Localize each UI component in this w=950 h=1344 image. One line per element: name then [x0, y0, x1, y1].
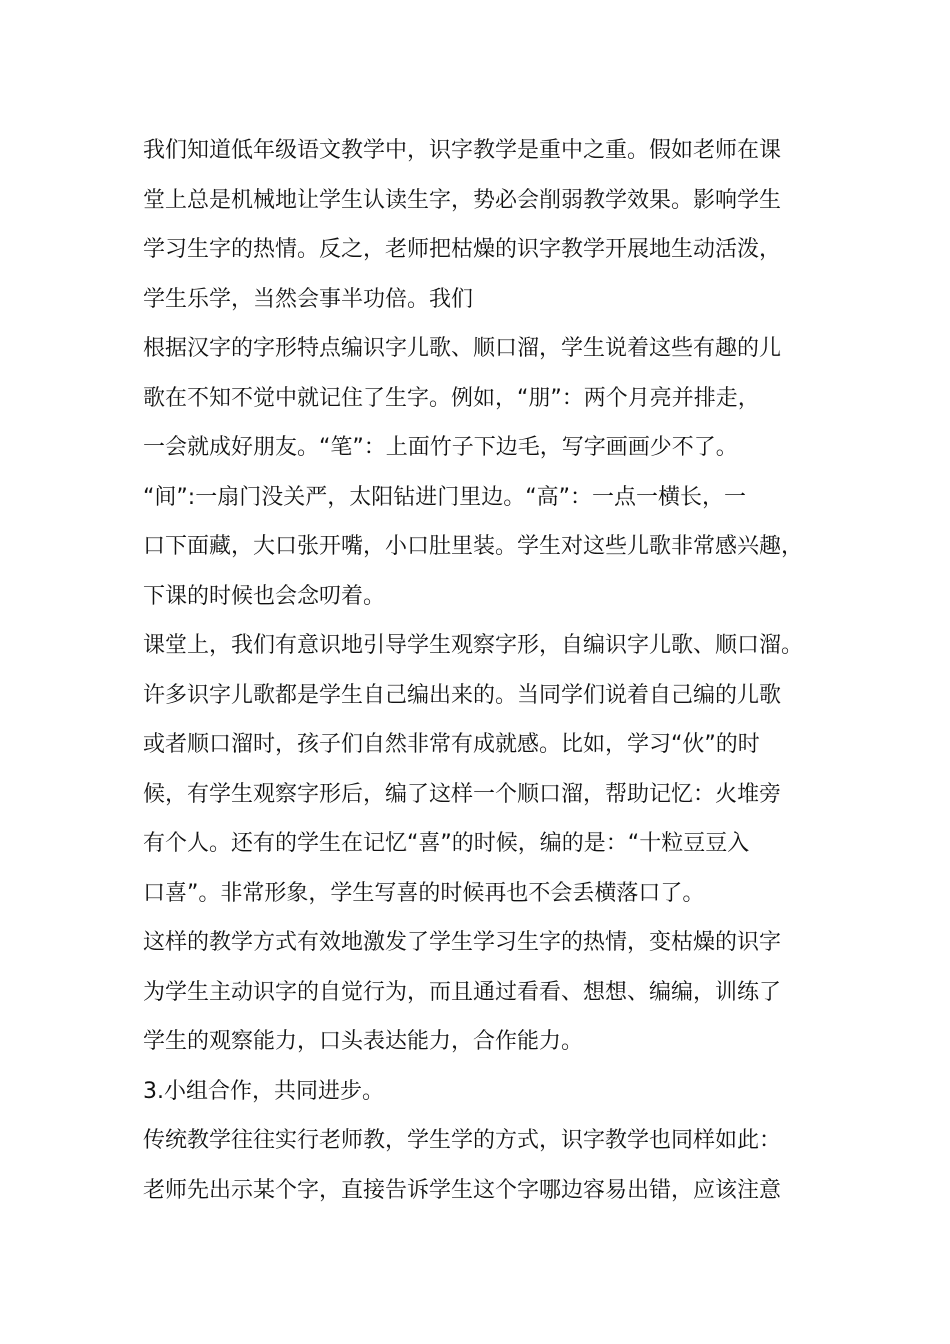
text-line: 下课的时候也会念叨着。 [143, 583, 386, 609]
text-line: 传统教学往往实行老师教，学生学的方式，识字教学也同样如此： [143, 1128, 782, 1153]
text-line: 根据汉字的字形特点编识字儿歌、顺口溜，学生说着这些有趣的儿 [143, 336, 782, 361]
text-line: 或者顺口溜时，孩子们自然非常有成就感。比如，学习“伙”的时 [143, 732, 760, 757]
text-line: 老师先出示某个字，直接告诉学生这个字哪边容易出错，应该注意 [143, 1177, 782, 1203]
text-line: 学生乐学，当然会事半功倍。我们 [143, 286, 474, 312]
text-line: 这样的教学方式有效地激发了学生学习生字的热情，变枯燥的识字 [143, 930, 782, 955]
text-line: 候，有学生观察字形后，编了这样一个顺口溜，帮助记忆：火堆旁 [143, 781, 782, 807]
text-line: 口喜”。非常形象，学生写喜的时候再也不会丢横落口了。 [143, 880, 705, 906]
text-line: 歌在不知不觉中就记住了生字。例如，“朋”：两个月亮并排走， [143, 385, 760, 411]
text-line: 课堂上，我们有意识地引导学生观察字形，自编识字儿歌、顺口溜。 [143, 633, 804, 658]
text-line: 我们知道低年级语文教学中，识字教学是重中之重。假如老师在课 [143, 138, 782, 163]
text-line: 学生的观察能力，口头表达能力，合作能力。 [143, 1029, 584, 1054]
section-heading: 3.小组合作，共同进步。 [143, 1078, 384, 1104]
text-line: 有个人。还有的学生在记忆“喜”的时候，编的是：“十粒豆豆入 [143, 831, 750, 856]
text-line: 为学生主动识字的自觉行为，而且通过看看、想想、编编，训练了 [143, 979, 782, 1005]
text-line: 许多识字儿歌都是学生自己编出来的。当同学们说着自己编的儿歌 [143, 682, 782, 708]
text-line: 口下面藏，大口张开嘴，小口肚里装。学生对这些儿歌非常感兴趣， [143, 534, 804, 559]
text-line: “间”:一扇门没关严，太阳钻进门里边。“高”：一点一横长，一 [143, 484, 747, 510]
body-text [143, 130, 823, 1219]
text-line: 堂上总是机械地让学生认读生字，势必会削弱教学效果。影响学生 [143, 187, 782, 213]
text-line: 学习生字的热情。反之，老师把枯燥的识字教学开展地生动活泼， [143, 237, 782, 262]
text-line: 一会就成好朋友。“笔”：上面竹子下边毛，写字画画少不了。 [143, 435, 738, 460]
